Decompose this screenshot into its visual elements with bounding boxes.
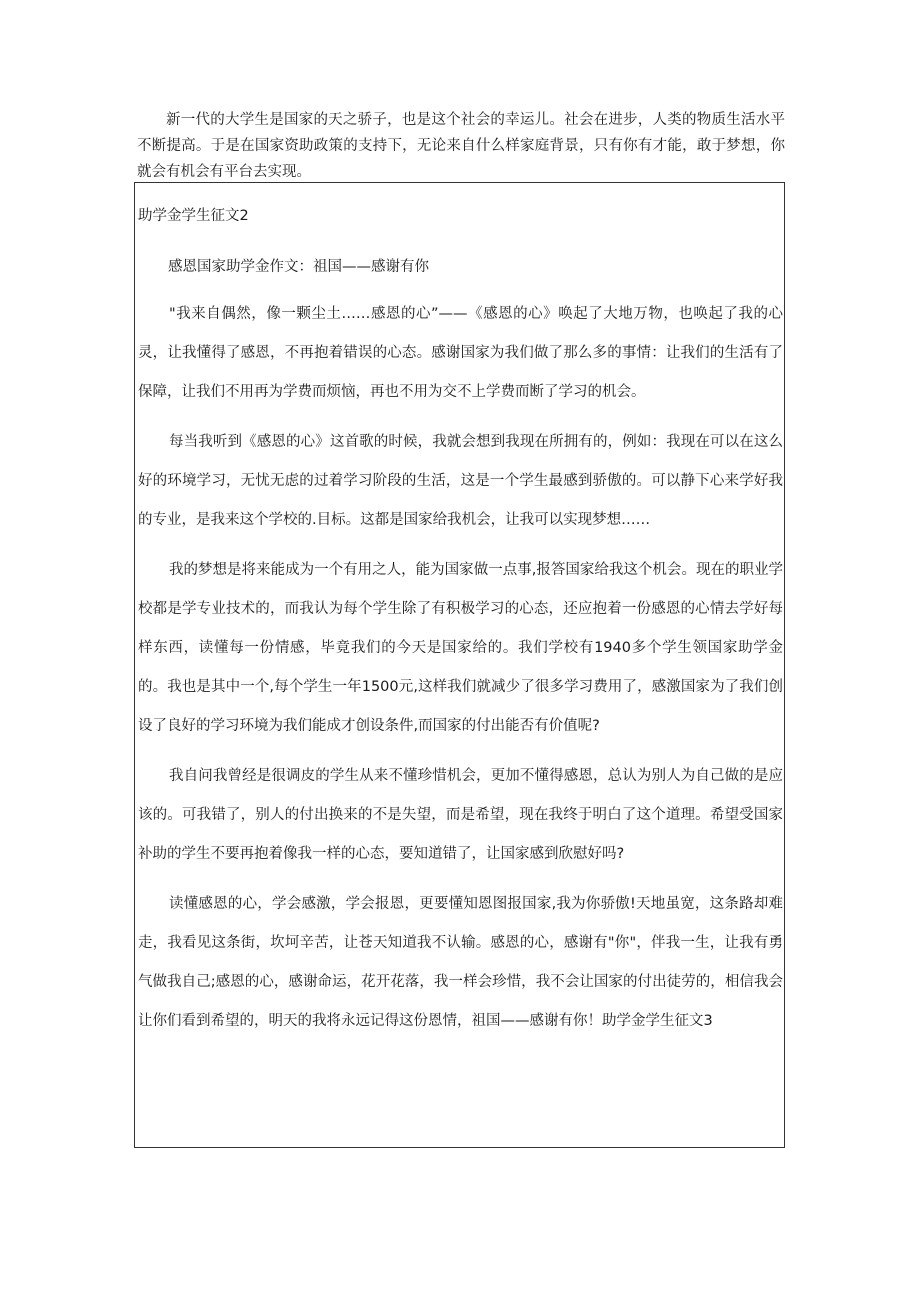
essay-body — [138, 295, 783, 1052]
essay-paragraph: 每当我听到《感恩的心》这首歌的时候，我就会想到我现在所拥有的，例如：我现在可以在这么好的环境学习，无忧无虑的过着学习阶段的生活，这是一个学生最感到骄傲的。可以静下心来学好我的专业，是我来这个学校的.目标。这都是国家给我机会，让我可以实现梦想…… — [138, 434, 783, 528]
essay-title: 助学金学生征文2 — [138, 208, 249, 224]
essay-paragraph: 我的梦想是将来能成为一个有用之人，能为国家做一点事,报答国家给我这个机会。现在的职业学校都是学专业技术的，而我认为每个学生除了有积极学习的心态，还应抱着一份感恩的心情去学好每样东西，读懂每一份情感，毕竟我们的今天是国家给的。我们学校有1940多个学生领国家助学金的。我也是其中一个,每个学生一年1500元,这样我们就减少了很多学习费用了，感激国家为了我们创设了良好的学习环境为我们能成才创设条件,而国家的付出能否有价值呢? — [138, 562, 783, 734]
essay-paragraph: 我自问我曾经是很调皮的学生从来不懂珍惜机会，更加不懂得感恩，总认为别人为自己做的是应该的。可我错了，别人的付出换来的不是失望，而是希望，现在我终于明白了这个道理。希望受国家补助的学生不要再抱着像我一样的心态，要知道错了，让国家感到欣慰好吗? — [138, 768, 783, 862]
essay-paragraph: 读懂感恩的心，学会感激，学会报恩，更要懂知恩图报国家,我为你骄傲!天地虽宽，这条路却难走，我看见这条街，坎坷辛苦，让苍天知道我不认输。感恩的心，感谢有"你"，伴我一生，让我有勇气做我自己;感恩的心，感谢命运，花开花落，我一样会珍惜，我不会让国家的付出徒劳的，相信我会让你们看到希望的，明天的我将永远记得这份恩情，祖国——感谢有你！助学金学生征文3 — [138, 896, 783, 1029]
intro-paragraph: 新一代的大学生是国家的天之骄子，也是这个社会的幸运儿。社会在进步，人类的物质生活水平不断提高。于是在国家资助政策的支持下，无论来自什么样家庭背景，只有你有才能，敢于梦想，你就会有机会有平台去实现。 — [137, 112, 785, 180]
essay-box — [134, 182, 785, 1148]
essay-paragraph: "我来自偶然，像一颗尘土……感恩的心”——《感恩的心》唤起了大地万物，也唤起了我的心灵，让我懂得了感恩，不再抱着错误的心态。感谢国家为我们做了那么多的事情：让我们的生活有了保障，让我们不用再为学费而烦恼，再也不用为交不上学费而断了学习的机会。 — [138, 306, 783, 400]
essay-subtitle: 感恩国家助学金作文：祖国——感谢有你 — [168, 259, 429, 275]
